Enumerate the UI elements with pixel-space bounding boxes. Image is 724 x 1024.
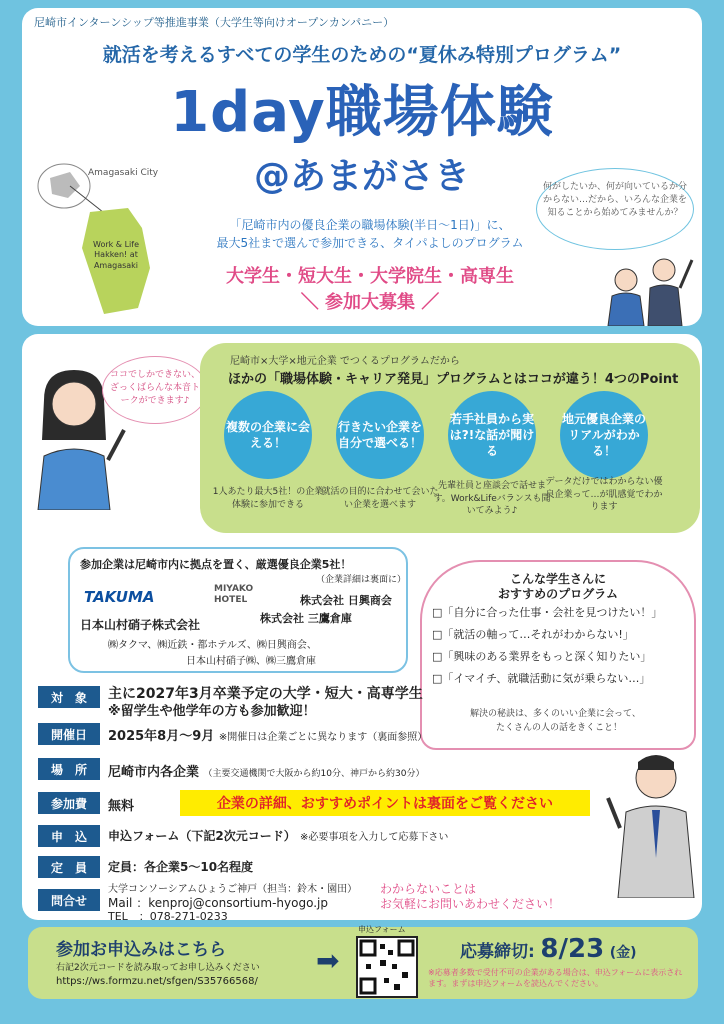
detail-contact-mail[interactable]: Mail ：kenproj@consortium-hyogo.jp [108,896,328,910]
map-city-label: Amagasaki City [88,168,159,178]
arrow-right-icon: ➡ [316,944,340,977]
recommend-item-1: □「自分に合った仕事・会社を見つけたい！」 [432,606,663,619]
point-caption-2: 就活の目的に合わせて会いたい企業を選べます [321,487,439,510]
deadline [460,934,637,964]
apply-url[interactable]: https://ws.formzu.net/sfgen/S35766568/ [56,976,258,987]
point-circle-3: 若手社員から実は?!な話が聞ける [448,391,536,479]
detail-apply [108,827,448,844]
detail-capacity: 定員：各企業5〜10名程度 [108,860,254,874]
point-circle-1: 複数の企業に会える！ [224,391,312,479]
detail-fee: 無料 [108,799,135,814]
detail-label-date: 開催日 [38,723,100,745]
detail-target-note: ※留学生や他学年の方も参加歓迎！ [108,704,316,719]
point-caption-1: 1人あたり最大5社！の企業体験に参加できる [212,487,324,510]
students-illustration [598,252,698,330]
ask-line-2: お気軽にお問いあわせください！ [380,897,561,911]
recommend-footer-2: たくさんの人の話をきくこと！ [496,723,623,733]
recommend-item-3: □「興味のある業界をもっと深く知りたい」 [432,650,652,663]
logo-miyako-hotel: MIYAKO HOTEL [214,584,254,605]
detail-place [108,761,424,780]
detail-label-target: 対 象 [38,686,100,708]
point-caption-4: データだけではわからない優良企業って…が肌感覚でわかります [545,477,663,513]
companies-list-1: ㈱タクマ、㈱近鉄・都ホテルズ、㈱日興商会、 [108,640,317,651]
logo-nihon-yamamura: 日本山村硝子株式会社 [80,618,201,632]
detail-place-text: 尼崎市内各企業 [108,765,200,780]
apply-title: 参加お申込みはこちら [56,940,226,960]
recommend-item-2: □「就活の軸って…それがわからない!」 [432,628,634,641]
businessman-illustration [604,748,700,902]
detail-label-place: 場 所 [38,758,100,780]
logo-nikko-shokai: 株式会社 日興商会 [300,594,392,607]
logo-mitaka-soko: 株式会社 三鷹倉庫 [260,612,352,625]
amagasaki-map-icon [30,158,180,318]
detail-place-note: （主要交通機関で大阪から約10分、神戸から約30分） [203,769,425,779]
points-lead: 尼崎市×大学×地元企業 でつくるプログラムだから [230,356,460,367]
apply-note: 右記2次元コードを読み取ってお申し込みください [56,963,260,973]
deadline-label: 応募締切: [460,942,535,962]
qr-code-icon[interactable] [356,936,418,998]
deadline-day: (金) [609,945,637,961]
target-students: 大学生・短大生・大学院生・高専生 [226,266,514,287]
companies-list-2: 日本山村硝子㈱、㈱三鷹倉庫 [186,656,316,667]
detail-date-note: ※開催日は企業ごとに異なります（裏面参照） [218,732,428,743]
header-speech-bubble: 何がしたいか、何が向いているか分からない…だから、いろんな企業を知ることから始めてみませんか？ [536,168,694,250]
deadline-date: 8/23 [540,934,605,964]
detail-label-apply: 申 込 [38,825,100,847]
detail-date [108,725,427,744]
detail-apply-note: ※必要事項を入力して応募下さい [299,832,449,843]
detail-label-fee: 参加費 [38,792,100,814]
recommend-title-1: こんな学生さんに [509,572,606,586]
detail-apply-text: 申込フォーム（下記2次元コード） [108,829,296,843]
yellow-banner: 企業の詳細、おすすめポイントは裏面をご覧ください [180,790,590,816]
recommend-footer-1: 解決の秘訣は、多くのいい企業に会って、 [470,709,641,719]
detail-contact-tel: TEL ：078-271-0233 [108,910,228,923]
detail-date-text: 2025年8月〜9月 [108,729,215,744]
logo-takuma: TAKUMA [84,588,155,606]
intro-line-1: 「尼崎市内の優良企業の職場体験(半日〜1日)」に、 [229,218,511,232]
intro-line-2: 最大5社まで選んで参加できる、タイパよしのプログラム [216,236,524,250]
program-name: 尼崎市インターンシップ等推進事業（大学生等向けオープンカンパニー） [34,16,395,29]
ask-line-1: わからないことは [380,882,477,896]
recruit-banner: ＼ 参加大募集 ／ [300,292,440,313]
detail-label-contact: 問合せ [38,889,100,911]
detail-label-capacity: 定 員 [38,856,100,878]
detail-contact-org: 大学コンソーシアムひょうご神戸（担当：鈴木・園田） [108,884,358,895]
point-circle-2: 行きたい企業を自分で選べる！ [336,391,424,479]
map-tag: Work & Life Hakken! at Amagasaki [93,240,139,270]
qr-label: 申込フォーム [358,925,406,934]
detail-target-text: 主に2027年3月卒業予定の大学・短大・高専学生 [108,686,423,702]
recommend-title-2: おすすめのプログラム [497,587,618,601]
recommend-item-4: □「イマイチ、就職活動に気が乗らない…」 [432,672,651,685]
points-title: ほかの「職場体験・キャリア発見」プログラムとはココが違う！4つのPoint [228,372,679,387]
page-title-location: @あまがさき [253,156,470,197]
header-lead: 就活を考えるすべての学生のための“夏休み特別プログラム” [102,44,622,66]
point-circle-4: 地元優良企業のリアルがわかる！ [560,391,648,479]
companies-note: （企業詳細は裏面に） [316,575,407,585]
deadline-note: ※応募者多数で受付不可の企業がある場合は、申込フォームに表示されます。まずは申込フォームを読込んでください。 [428,968,683,988]
companies-title: 参加企業は尼崎市内に拠点を置く、厳選優良企業5社！ [80,558,352,571]
page-title: 1day職場体験 [170,80,554,145]
point-caption-3: 先輩社員と座談会で話せます。Work&Lifeバランスも聞いてみよう♪ [433,481,551,517]
left-speech-bubble: ココでしかできない、ざっくばらんな本音トークができます♪ [102,356,208,424]
